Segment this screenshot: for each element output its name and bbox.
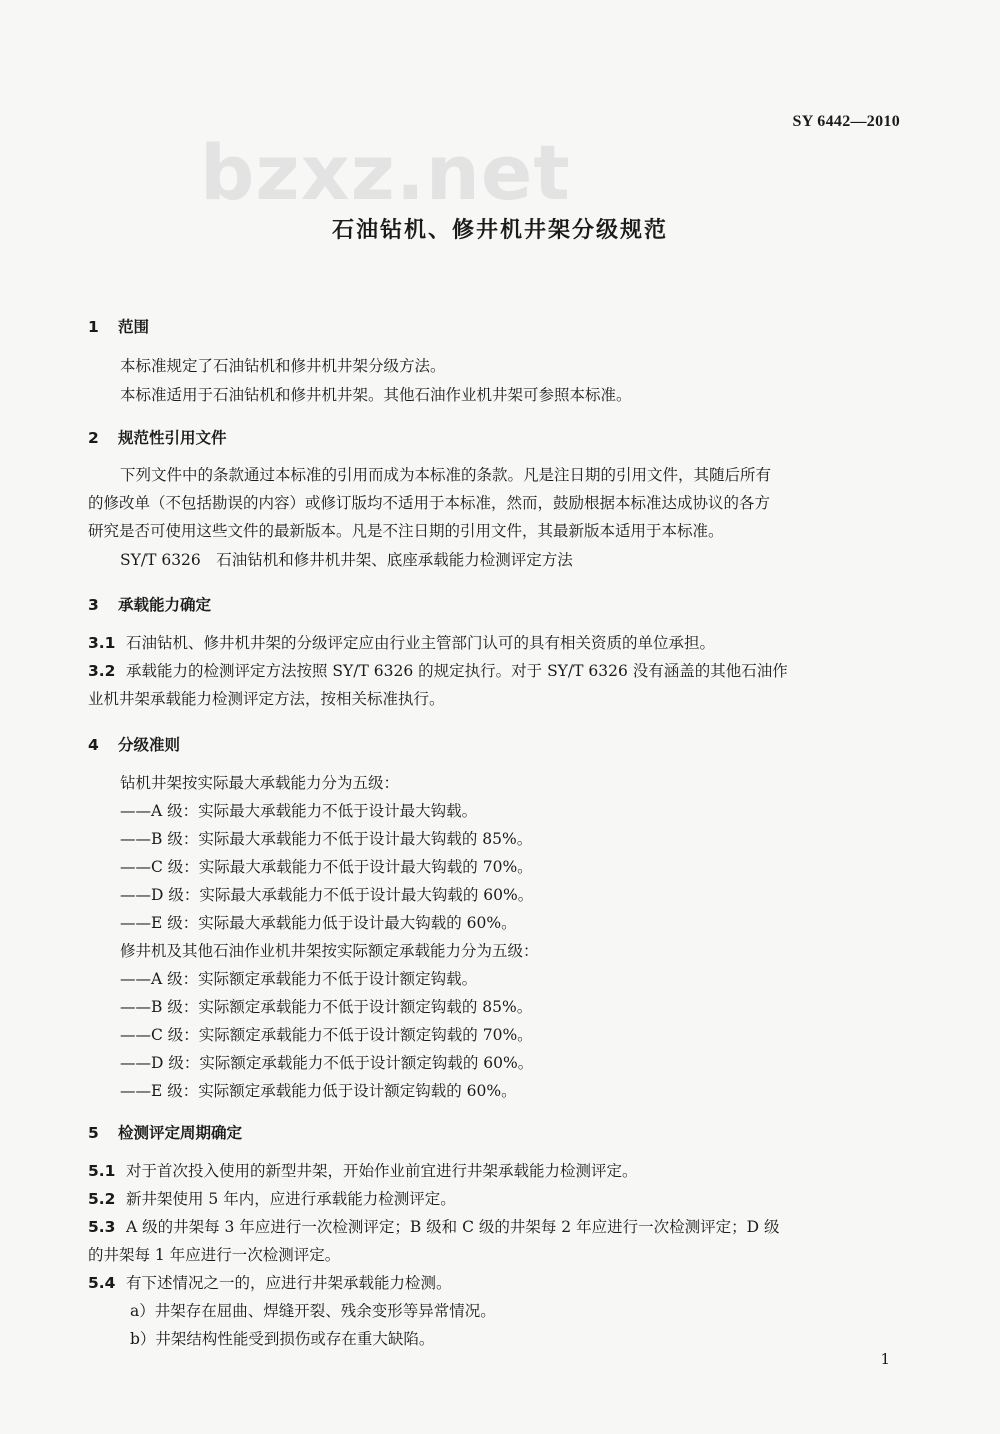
- clause-number: 5.1: [88, 1162, 116, 1180]
- clause-text: A 级的井架每 3 年应进行一次检测评定；B 级和 C 级的井架每 2 年应进行一次检测评定；D 级: [126, 1218, 780, 1236]
- clause-number: 3.1: [88, 634, 116, 652]
- paragraph-line: 的修改单（不包括勘误的内容）或修订版均不适用于本标准，然而，鼓励根据本标准达成协议的各方: [88, 494, 771, 512]
- normative-reference: SY/T 6326 石油钻机和修井机井架、底座承载能力检测评定方法: [120, 551, 573, 569]
- grade-item: ——A 级：实际最大承载能力不低于设计最大钩载。: [120, 802, 478, 820]
- clause-5-4: [88, 1272, 452, 1294]
- section-1-heading: [88, 316, 149, 338]
- paragraph: 本标准规定了石油钻机和修井机井架分级方法。: [120, 357, 446, 375]
- paragraph-line: 下列文件中的条款通过本标准的引用而成为本标准的条款。凡是注日期的引用文件，其随后所有: [120, 466, 772, 484]
- section-4-heading: [88, 734, 180, 756]
- section-3-heading: [88, 594, 211, 616]
- clause-5-3: [88, 1216, 779, 1238]
- clause-number: 5.4: [88, 1274, 116, 1292]
- clause-5-2: [88, 1188, 456, 1210]
- clause-number: 5.2: [88, 1190, 116, 1208]
- document-title: 石油钻机、修井机井架分级规范: [331, 218, 668, 243]
- clause-number: 3.2: [88, 662, 116, 680]
- clause-text: 有下述情况之一的，应进行井架承载能力检测。: [126, 1274, 452, 1292]
- standard-code: SY 6442—2010: [792, 113, 900, 130]
- clause-text: 石油钻机、修井机井架的分级评定应由行业主管部门认可的具有相关资质的单位承担。: [126, 634, 716, 652]
- section-number: 4: [88, 736, 99, 754]
- clause-5-1: [88, 1160, 638, 1182]
- section-2-heading: [88, 427, 227, 449]
- clause-text: 新井架使用 5 年内，应进行承载能力检测评定。: [126, 1190, 456, 1208]
- clause-text: 对于首次投入使用的新型井架，开始作业前宜进行井架承载能力检测评定。: [126, 1162, 638, 1180]
- list-item-a: a）井架存在屈曲、焊缝开裂、残余变形等异常情况。: [130, 1302, 496, 1320]
- grade-item: ——C 级：实际最大承载能力不低于设计最大钩载的 70%。: [120, 858, 533, 876]
- clause-3-1: [88, 632, 715, 654]
- grade-item: ——E 级：实际额定承载能力低于设计额定钩载的 60%。: [120, 1082, 517, 1100]
- watermark: bzxz.net: [200, 128, 571, 217]
- grade-item: ——B 级：实际最大承载能力不低于设计最大钩载的 85%。: [120, 830, 533, 848]
- grade-item: ——C 级：实际额定承载能力不低于设计额定钩载的 70%。: [120, 1026, 533, 1044]
- section-title: 承载能力确定: [118, 596, 212, 614]
- section-title: 规范性引用文件: [118, 429, 227, 447]
- clause-text: 承载能力的检测评定方法按照 SY/T 6326 的规定执行。对于 SY/T 6326 没有涵盖的其他石油作: [126, 662, 788, 680]
- grade-item: ——D 级：实际最大承载能力不低于设计最大钩载的 60%。: [120, 886, 534, 904]
- clause-continuation: 业机井架承载能力检测评定方法，按相关标准执行。: [88, 690, 445, 708]
- paragraph-line: 研究是否可使用这些文件的最新版本。凡是不注日期的引用文件，其最新版本适用于本标准。: [88, 522, 724, 540]
- section-number: 5: [88, 1124, 99, 1142]
- section-title: 检测评定周期确定: [118, 1124, 243, 1142]
- page-number: 1: [880, 1350, 890, 1368]
- clause-number: 5.3: [88, 1218, 116, 1236]
- section-number: 2: [88, 429, 99, 447]
- grade-item: ——B 级：实际额定承载能力不低于设计额定钩载的 85%。: [120, 998, 533, 1016]
- section-number: 3: [88, 596, 99, 614]
- paragraph: 本标准适用于石油钻机和修井机井架。其他石油作业机井架可参照本标准。: [120, 386, 632, 404]
- grade-item: ——D 级：实际额定承载能力不低于设计额定钩载的 60%。: [120, 1054, 534, 1072]
- grading-intro: 钻机井架按实际最大承载能力分为五级：: [120, 774, 400, 792]
- section-number: 1: [88, 318, 99, 336]
- grading-intro: 修井机及其他石油作业机井架按实际额定承载能力分为五级：: [120, 942, 539, 960]
- grade-item: ——E 级：实际最大承载能力低于设计最大钩载的 60%。: [120, 914, 517, 932]
- clause-3-2: [88, 660, 788, 682]
- section-title: 分级准则: [118, 736, 181, 754]
- section-5-heading: [88, 1122, 242, 1144]
- list-item-b: b）井架结构性能受到损伤或存在重大缺陷。: [130, 1330, 435, 1348]
- grade-item: ——A 级：实际额定承载能力不低于设计额定钩载。: [120, 970, 478, 988]
- section-title: 范围: [118, 318, 150, 336]
- clause-continuation: 的井架每 1 年应进行一次检测评定。: [88, 1246, 341, 1264]
